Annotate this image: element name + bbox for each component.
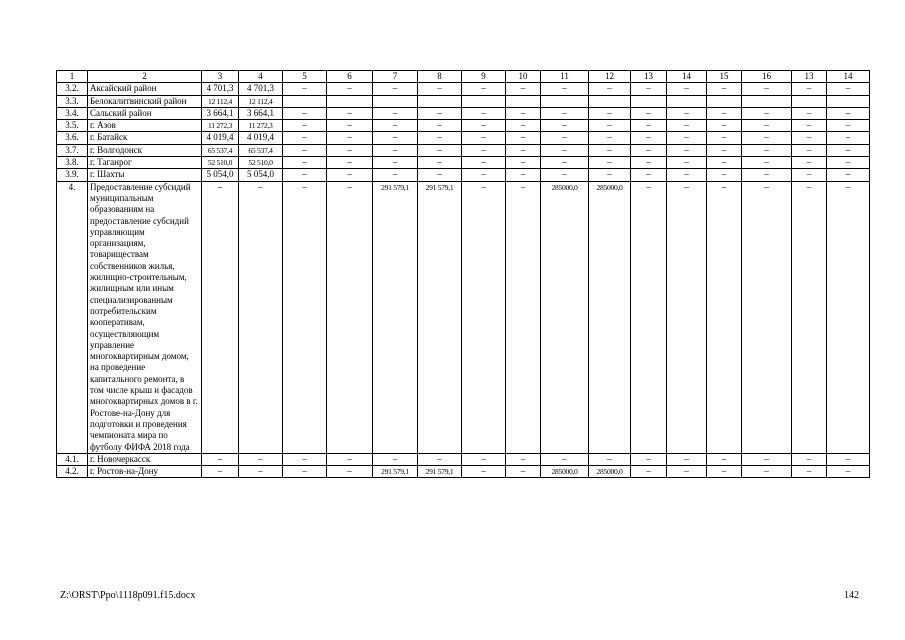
value-cell: – bbox=[541, 144, 589, 156]
table-row bbox=[57, 107, 870, 119]
value-cell: 4 019,4 bbox=[202, 132, 239, 144]
value-cell: – bbox=[667, 83, 707, 95]
value-cell bbox=[742, 95, 792, 107]
value-cell: – bbox=[707, 107, 742, 119]
value-cell: 5 054,0 bbox=[239, 169, 283, 181]
value-cell: 291 579,1 bbox=[418, 466, 462, 478]
value-cell: – bbox=[462, 157, 506, 169]
value-cell: – bbox=[589, 157, 631, 169]
value-cell: 65 537,4 bbox=[239, 144, 283, 156]
value-cell: 52 510,0 bbox=[239, 157, 283, 169]
value-cell: – bbox=[827, 466, 870, 478]
value-cell: – bbox=[327, 466, 373, 478]
table-row bbox=[57, 466, 870, 478]
column-number-header: 14 bbox=[667, 71, 707, 83]
value-cell: – bbox=[283, 144, 327, 156]
value-cell: – bbox=[327, 169, 373, 181]
value-cell: – bbox=[283, 107, 327, 119]
value-cell: – bbox=[667, 144, 707, 156]
value-cell: – bbox=[373, 169, 418, 181]
value-cell: 291 579,1 bbox=[373, 466, 418, 478]
value-cell: 12 112,4 bbox=[202, 95, 239, 107]
value-cell: – bbox=[506, 120, 541, 132]
value-cell bbox=[631, 95, 667, 107]
row-number: 4.1. bbox=[57, 453, 88, 465]
value-cell: – bbox=[462, 169, 506, 181]
value-cell: – bbox=[541, 107, 589, 119]
value-cell: – bbox=[283, 120, 327, 132]
row-name: г. Волгодонск bbox=[88, 144, 202, 156]
value-cell: – bbox=[283, 453, 327, 465]
value-cell: – bbox=[631, 466, 667, 478]
value-cell: 4 019,4 bbox=[239, 132, 283, 144]
value-cell: – bbox=[506, 132, 541, 144]
value-cell: – bbox=[373, 83, 418, 95]
value-cell: – bbox=[239, 466, 283, 478]
value-cell bbox=[462, 95, 506, 107]
value-cell: – bbox=[283, 132, 327, 144]
row-number: 3.7. bbox=[57, 144, 88, 156]
value-cell: – bbox=[707, 83, 742, 95]
row-number: 3.4. bbox=[57, 107, 88, 119]
value-cell: – bbox=[631, 107, 667, 119]
table-row bbox=[57, 83, 870, 95]
row-name: г. Батайск bbox=[88, 132, 202, 144]
value-cell: – bbox=[373, 132, 418, 144]
value-cell: – bbox=[827, 107, 870, 119]
value-cell: – bbox=[462, 453, 506, 465]
value-cell: – bbox=[667, 181, 707, 453]
value-cell: – bbox=[792, 157, 827, 169]
table-row bbox=[57, 453, 870, 465]
table-row bbox=[57, 120, 870, 132]
value-cell: 3 664,1 bbox=[202, 107, 239, 119]
value-cell: – bbox=[373, 144, 418, 156]
column-number-header: 8 bbox=[418, 71, 462, 83]
value-cell: – bbox=[742, 132, 792, 144]
value-cell: – bbox=[742, 181, 792, 453]
value-cell: – bbox=[792, 453, 827, 465]
value-cell bbox=[327, 95, 373, 107]
value-cell: – bbox=[792, 181, 827, 453]
value-cell: – bbox=[541, 132, 589, 144]
value-cell: – bbox=[541, 453, 589, 465]
value-cell: – bbox=[373, 453, 418, 465]
table-row bbox=[57, 157, 870, 169]
column-number-header: 6 bbox=[327, 71, 373, 83]
value-cell: – bbox=[418, 157, 462, 169]
value-cell: – bbox=[792, 466, 827, 478]
value-cell: – bbox=[667, 107, 707, 119]
column-number-header: 10 bbox=[506, 71, 541, 83]
value-cell: – bbox=[631, 157, 667, 169]
value-cell: – bbox=[742, 466, 792, 478]
value-cell: 4 701,3 bbox=[202, 83, 239, 95]
value-cell: – bbox=[707, 453, 742, 465]
value-cell: – bbox=[327, 144, 373, 156]
value-cell: – bbox=[827, 169, 870, 181]
value-cell: – bbox=[707, 120, 742, 132]
value-cell: – bbox=[506, 107, 541, 119]
table-row bbox=[57, 181, 870, 453]
value-cell: 52 510,0 bbox=[202, 157, 239, 169]
value-cell: – bbox=[327, 107, 373, 119]
value-cell bbox=[707, 95, 742, 107]
value-cell: – bbox=[589, 144, 631, 156]
value-cell: – bbox=[506, 466, 541, 478]
value-cell: – bbox=[792, 169, 827, 181]
value-cell: – bbox=[707, 169, 742, 181]
column-number-header: 14 bbox=[827, 71, 870, 83]
value-cell: – bbox=[327, 132, 373, 144]
value-cell: – bbox=[667, 132, 707, 144]
value-cell: 285000,0 bbox=[541, 466, 589, 478]
value-cell: – bbox=[589, 169, 631, 181]
value-cell: – bbox=[202, 181, 239, 453]
value-cell: – bbox=[506, 144, 541, 156]
value-cell: – bbox=[742, 157, 792, 169]
value-cell: – bbox=[589, 83, 631, 95]
value-cell: – bbox=[506, 453, 541, 465]
value-cell: – bbox=[327, 157, 373, 169]
value-cell: – bbox=[742, 453, 792, 465]
value-cell: – bbox=[631, 120, 667, 132]
column-number-header: 13 bbox=[631, 71, 667, 83]
column-number-header: 2 bbox=[88, 71, 202, 83]
value-cell: – bbox=[462, 181, 506, 453]
value-cell: – bbox=[827, 181, 870, 453]
footer-page-number: 142 bbox=[844, 590, 859, 601]
row-name: Аксайский район bbox=[88, 83, 202, 95]
value-cell: – bbox=[707, 144, 742, 156]
value-cell: 3 664,1 bbox=[239, 107, 283, 119]
value-cell: – bbox=[707, 157, 742, 169]
value-cell: 285000,0 bbox=[589, 181, 631, 453]
value-cell: – bbox=[667, 169, 707, 181]
value-cell: – bbox=[792, 83, 827, 95]
value-cell: – bbox=[631, 83, 667, 95]
table-row bbox=[57, 95, 870, 107]
value-cell: – bbox=[462, 107, 506, 119]
column-number-header: 7 bbox=[373, 71, 418, 83]
value-cell: – bbox=[327, 453, 373, 465]
row-number: 3.2. bbox=[57, 83, 88, 95]
value-cell: – bbox=[631, 132, 667, 144]
value-cell: 12 112,4 bbox=[239, 95, 283, 107]
value-cell: – bbox=[792, 120, 827, 132]
value-cell: – bbox=[541, 120, 589, 132]
value-cell: – bbox=[283, 466, 327, 478]
value-cell: – bbox=[462, 83, 506, 95]
value-cell: – bbox=[667, 453, 707, 465]
value-cell: 11 272,3 bbox=[239, 120, 283, 132]
column-number-header: 5 bbox=[283, 71, 327, 83]
value-cell bbox=[827, 95, 870, 107]
row-name: г. Ростов-на-Дону bbox=[88, 466, 202, 478]
value-cell: – bbox=[541, 83, 589, 95]
column-number-header: 9 bbox=[462, 71, 506, 83]
row-name: г. Новочеркасск bbox=[88, 453, 202, 465]
value-cell: – bbox=[742, 169, 792, 181]
value-cell: – bbox=[373, 107, 418, 119]
value-cell: – bbox=[283, 169, 327, 181]
row-name: г. Шахты bbox=[88, 169, 202, 181]
column-number-header: 15 bbox=[707, 71, 742, 83]
table-row bbox=[57, 169, 870, 181]
row-name: г. Азов bbox=[88, 120, 202, 132]
row-name: Белокалитвинский район bbox=[88, 95, 202, 107]
value-cell bbox=[541, 95, 589, 107]
value-cell: – bbox=[506, 169, 541, 181]
value-cell: – bbox=[742, 107, 792, 119]
column-number-header: 11 bbox=[541, 71, 589, 83]
value-cell: – bbox=[418, 120, 462, 132]
value-cell: 285000,0 bbox=[541, 181, 589, 453]
value-cell: – bbox=[707, 466, 742, 478]
value-cell: – bbox=[742, 120, 792, 132]
value-cell: – bbox=[827, 157, 870, 169]
value-cell: – bbox=[827, 132, 870, 144]
value-cell: – bbox=[541, 169, 589, 181]
value-cell: – bbox=[462, 466, 506, 478]
row-number: 4. bbox=[57, 181, 88, 453]
value-cell: – bbox=[631, 453, 667, 465]
row-number: 3.3. bbox=[57, 95, 88, 107]
row-number: 3.8. bbox=[57, 157, 88, 169]
value-cell: – bbox=[418, 144, 462, 156]
value-cell: – bbox=[418, 169, 462, 181]
value-cell: – bbox=[462, 144, 506, 156]
value-cell: – bbox=[792, 132, 827, 144]
value-cell: – bbox=[827, 144, 870, 156]
footer-file-path: Z:\ORST\Ppo\1118p091.f15.docx bbox=[60, 590, 196, 601]
value-cell: – bbox=[462, 120, 506, 132]
value-cell: – bbox=[631, 144, 667, 156]
value-cell: – bbox=[327, 83, 373, 95]
row-number: 3.9. bbox=[57, 169, 88, 181]
value-cell: – bbox=[418, 453, 462, 465]
value-cell: – bbox=[707, 132, 742, 144]
column-number-header: 4 bbox=[239, 71, 283, 83]
value-cell: – bbox=[418, 132, 462, 144]
value-cell: – bbox=[327, 120, 373, 132]
value-cell: – bbox=[589, 120, 631, 132]
value-cell: – bbox=[373, 120, 418, 132]
value-cell: – bbox=[202, 466, 239, 478]
value-cell: – bbox=[589, 132, 631, 144]
value-cell: – bbox=[462, 132, 506, 144]
column-number-header: 3 bbox=[202, 71, 239, 83]
table-row bbox=[57, 144, 870, 156]
row-name: Сальский район bbox=[88, 107, 202, 119]
table-row bbox=[57, 132, 870, 144]
value-cell bbox=[792, 95, 827, 107]
value-cell: – bbox=[707, 181, 742, 453]
column-number-header: 13 bbox=[792, 71, 827, 83]
value-cell: – bbox=[373, 157, 418, 169]
value-cell bbox=[418, 95, 462, 107]
value-cell bbox=[589, 95, 631, 107]
column-number-header: 1 bbox=[57, 71, 88, 83]
value-cell: – bbox=[827, 453, 870, 465]
value-cell: – bbox=[283, 157, 327, 169]
value-cell: – bbox=[239, 181, 283, 453]
value-cell: – bbox=[827, 120, 870, 132]
value-cell: 65 537,4 bbox=[202, 144, 239, 156]
row-number: 4.2. bbox=[57, 466, 88, 478]
value-cell: 291 579,1 bbox=[418, 181, 462, 453]
value-cell: – bbox=[283, 83, 327, 95]
value-cell: – bbox=[418, 107, 462, 119]
value-cell: – bbox=[589, 107, 631, 119]
value-cell: – bbox=[541, 157, 589, 169]
value-cell: – bbox=[327, 181, 373, 453]
row-number: 3.6. bbox=[57, 132, 88, 144]
value-cell: – bbox=[667, 157, 707, 169]
budget-table bbox=[56, 70, 870, 478]
value-cell: – bbox=[506, 181, 541, 453]
value-cell: – bbox=[827, 83, 870, 95]
value-cell: 4 701,3 bbox=[239, 83, 283, 95]
value-cell: – bbox=[202, 453, 239, 465]
value-cell bbox=[667, 95, 707, 107]
value-cell: 285000,0 bbox=[589, 466, 631, 478]
value-cell: – bbox=[239, 453, 283, 465]
value-cell: 5 054,0 bbox=[202, 169, 239, 181]
row-number: 3.5. bbox=[57, 120, 88, 132]
value-cell bbox=[283, 95, 327, 107]
value-cell: 291 579,1 bbox=[373, 181, 418, 453]
value-cell bbox=[373, 95, 418, 107]
value-cell: – bbox=[631, 181, 667, 453]
value-cell: – bbox=[667, 466, 707, 478]
value-cell: – bbox=[792, 144, 827, 156]
value-cell: – bbox=[506, 83, 541, 95]
value-cell: 11 272,3 bbox=[202, 120, 239, 132]
row-name: Предоставление субсидий муниципальным образованиям на предоставление субсидий управляющим организациям, товариществам собственников жилья, жилищно-строительным, жилищным или иным специализированным потребительским кооперативам, осуществляющим управление многоквартирным домом, на проведение капитального ремонта, в том числе крыш и фасадов многоквартирных домов в г. Ростове-на-Дону для подготовки и проведения чемпионата мира по футболу ФИФА 2018 года bbox=[88, 181, 202, 453]
value-cell: – bbox=[631, 169, 667, 181]
value-cell: – bbox=[667, 120, 707, 132]
column-number-header: 16 bbox=[742, 71, 792, 83]
value-cell: – bbox=[506, 157, 541, 169]
value-cell: – bbox=[283, 181, 327, 453]
column-number-header: 12 bbox=[589, 71, 631, 83]
header-row bbox=[57, 71, 870, 83]
value-cell: – bbox=[742, 144, 792, 156]
value-cell: – bbox=[792, 107, 827, 119]
value-cell: – bbox=[589, 453, 631, 465]
value-cell: – bbox=[418, 83, 462, 95]
value-cell bbox=[506, 95, 541, 107]
value-cell: – bbox=[742, 83, 792, 95]
row-name: г. Таганрог bbox=[88, 157, 202, 169]
